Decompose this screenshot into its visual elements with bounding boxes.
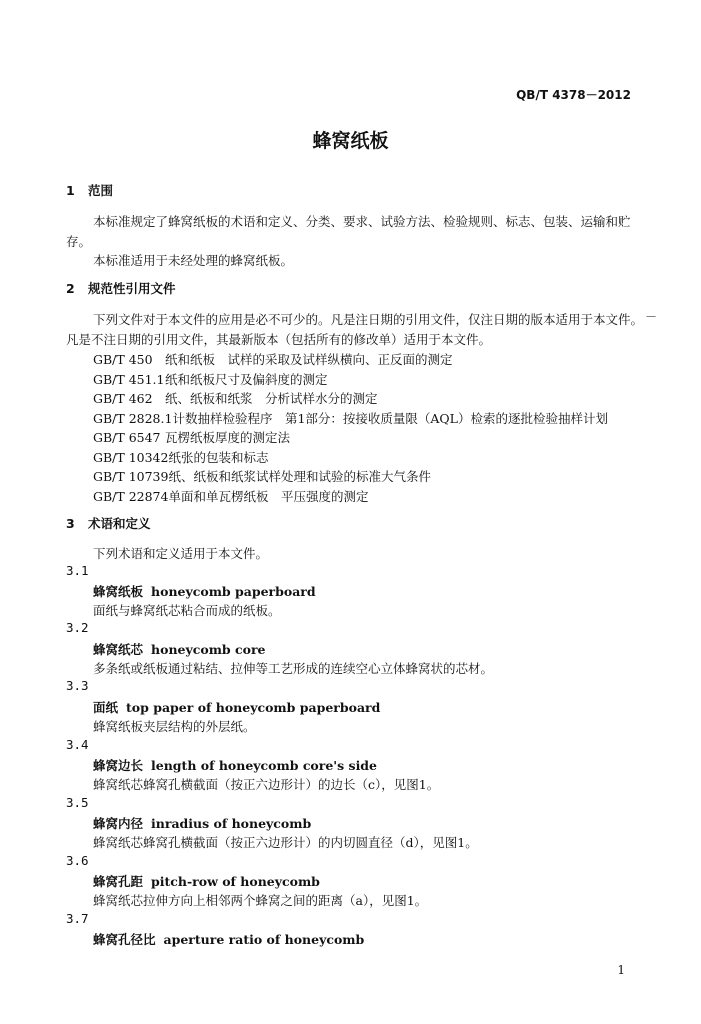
term-definition: 多条纸或纸板通过粘结、拉伸等工艺形成的连续空心立体蜂窝状的芯材。 — [93, 661, 494, 676]
term-heading — [93, 872, 320, 890]
reference-code: GB/T 22874 — [93, 489, 169, 504]
reference-item — [93, 389, 378, 407]
section-number: 2 — [66, 281, 75, 296]
term-en: inradius of honeycomb — [151, 816, 312, 831]
reference-code: GB/T 6547 — [93, 430, 161, 445]
section-title: 范围 — [88, 183, 114, 198]
term-zh: 蜂窝孔距 — [93, 874, 144, 889]
paragraph-line: 本标准规定了蜂窝纸板的术语和定义、分类、要求、试验方法、检验规则、标志、包装、运输和贮 — [93, 214, 631, 229]
term-zh: 蜂窝内径 — [93, 816, 144, 831]
term-en: length of honeycomb core's side — [151, 758, 378, 773]
term-zh: 面纸 — [93, 700, 119, 715]
term-zh: 蜂窝边长 — [93, 758, 144, 773]
term-definition: 面纸与蜂窝纸芯粘合而成的纸板。 — [93, 603, 281, 618]
term-en: pitch-row of honeycomb — [151, 874, 320, 889]
reference-item — [93, 487, 368, 505]
term-definition: 蜂窝纸板夹层结构的外层纸。 — [93, 719, 256, 734]
paragraph-line: 凡是不注日期的引用文件，其最新版本（包括所有的修改单）适用于本文件。 — [66, 332, 492, 347]
reference-title: 瓦楞纸板厚度的测定法 — [165, 430, 291, 445]
reference-item — [93, 370, 328, 388]
term-zh: 蜂窝孔径比 — [93, 932, 156, 947]
term-en: honeycomb core — [151, 642, 266, 657]
term-heading — [93, 756, 377, 774]
reference-code: GB/T 10342 — [93, 450, 169, 465]
section-3-heading — [66, 514, 151, 532]
term-definition: 蜂窝纸芯蜂窝孔横截面（按正六边形计）的边长（c），见图1。 — [93, 777, 440, 792]
term-number: 3.5 — [66, 795, 89, 810]
page-number: 1 — [617, 963, 625, 977]
reference-title: 纸张的包装和标志 — [168, 450, 269, 465]
term-heading — [93, 930, 364, 948]
term-definition: 蜂窝纸芯拉伸方向上相邻两个蜂窝之间的距离（a），见图1。 — [93, 893, 428, 908]
paragraph: 下列术语和定义适用于本文件。 — [93, 546, 269, 561]
reference-title: 纸和纸板尺寸及偏斜度的测定 — [165, 372, 328, 387]
term-heading — [93, 640, 266, 658]
reference-code: GB/T 451.1 — [93, 372, 165, 387]
reference-title: 单面和单瓦楞纸板 平压强度的测定 — [168, 489, 369, 504]
margin-dash: － — [644, 310, 657, 324]
term-number: 3.3 — [66, 678, 89, 693]
term-heading — [93, 814, 311, 832]
section-number: 1 — [66, 183, 75, 198]
reference-title: 纸和纸板 试样的采取及试样纵横向、正反面的测定 — [165, 352, 453, 367]
section-number: 3 — [66, 516, 75, 531]
term-en: honeycomb paperboard — [151, 584, 316, 599]
paragraph-line: 存。 — [66, 234, 92, 249]
reference-item — [93, 428, 290, 446]
standard-number: QB/T 4378－2012 — [516, 88, 631, 102]
reference-title: 纸、纸板和纸浆 分析试样水分的测定 — [165, 391, 378, 406]
paragraph: 本标准适用于未经处理的蜂窝纸板。 — [93, 253, 294, 268]
reference-code: GB/T 462 — [93, 391, 153, 406]
reference-item — [93, 409, 608, 427]
reference-code: GB/T 10739 — [93, 469, 169, 484]
reference-code: GB/T 2828.1 — [93, 411, 173, 426]
term-heading — [93, 582, 316, 600]
paragraph-line: 下列文件对于本文件的应用是必不可少的。凡是注日期的引用文件，仅注日期的版本适用于本文件。 — [93, 312, 644, 327]
reference-title: 纸、纸板和纸浆试样处理和试验的标准大气条件 — [168, 469, 431, 484]
term-en: aperture ratio of honeycomb — [163, 932, 365, 947]
reference-item — [93, 350, 453, 368]
reference-code: GB/T 450 — [93, 352, 153, 367]
term-definition: 蜂窝纸芯蜂窝孔横截面（按正六边形计）的内切圆直径（d），见图1。 — [93, 835, 478, 850]
term-number: 3.7 — [66, 911, 89, 926]
document-title: 蜂窝纸板 — [312, 130, 389, 152]
term-zh: 蜂窝纸芯 — [93, 642, 144, 657]
term-zh: 蜂窝纸板 — [93, 584, 144, 599]
term-number: 3.6 — [66, 853, 89, 868]
term-number: 3.4 — [66, 737, 89, 752]
term-number: 3.2 — [66, 620, 89, 635]
reference-title: 计数抽样检验程序 第1部分：按接收质量限（AQL）检索的逐批检验抽样计划 — [172, 411, 608, 426]
section-title: 术语和定义 — [88, 516, 151, 531]
term-number: 3.1 — [66, 563, 89, 578]
term-en: top paper of honeycomb paperboard — [126, 700, 381, 715]
term-heading — [93, 698, 380, 716]
section-2-heading — [66, 279, 176, 297]
reference-item — [93, 467, 431, 485]
section-title: 规范性引用文件 — [88, 281, 176, 296]
reference-item — [93, 448, 268, 466]
section-1-heading — [66, 181, 113, 199]
